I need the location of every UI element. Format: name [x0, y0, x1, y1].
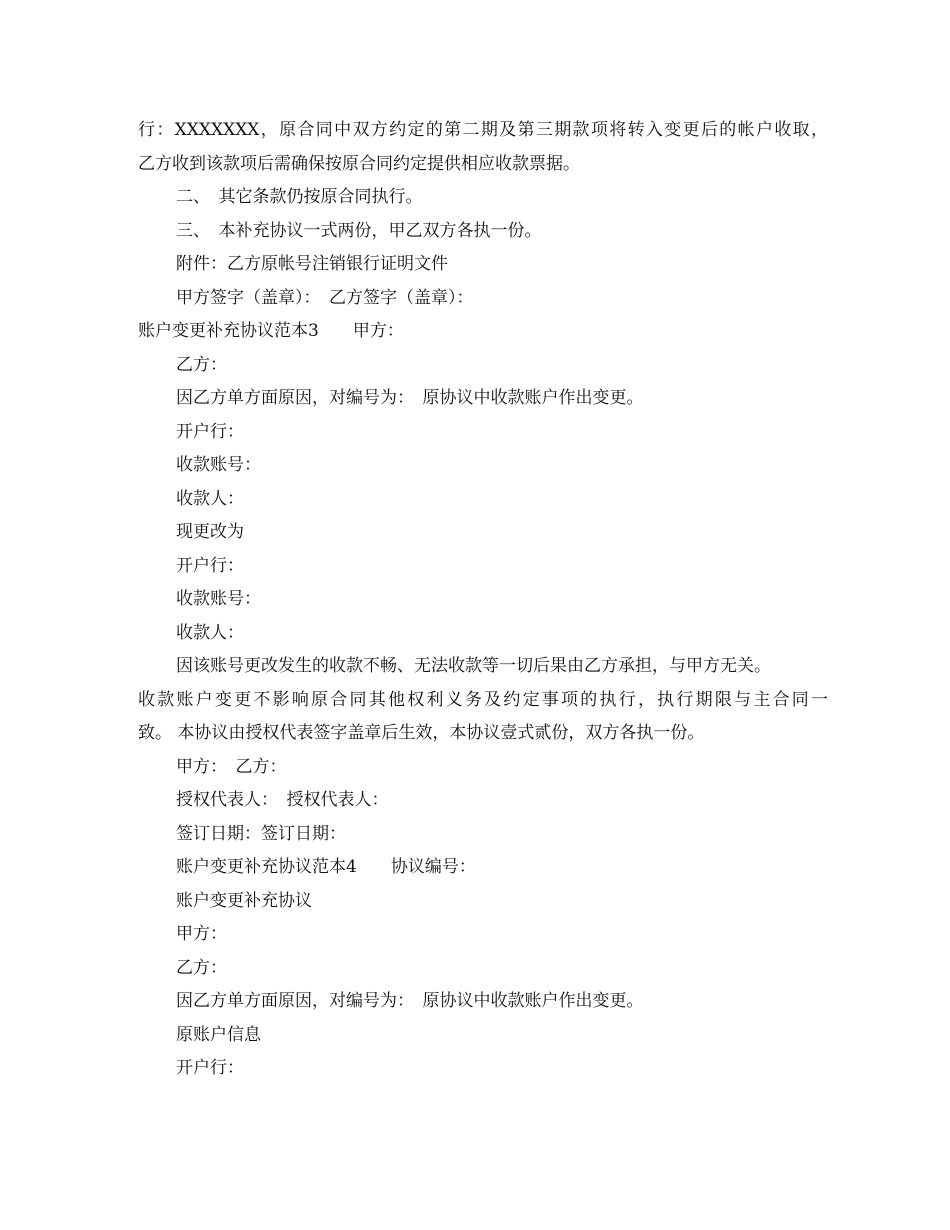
text-line: 因该账号更改发生的收款不畅、无法收款等一切后果由乙方承担，与甲方无关。 — [176, 656, 771, 676]
text-line: 签订日期：签订日期： — [176, 823, 346, 844]
text-line: 收款人： — [176, 488, 244, 509]
text-line: 甲方： — [176, 924, 227, 944]
text-line: 开户行： — [176, 1058, 244, 1078]
text-line: 附件：乙方原帐号注销银行证明文件 — [176, 254, 448, 274]
text-line: 因乙方单方面原因，对编号为： 原协议中收款账户作出变更。 — [176, 991, 644, 1011]
text-line: 开户行： — [176, 421, 244, 442]
text-line: 甲方签字（盖章）： 乙方签字（盖章）： — [176, 287, 474, 308]
text-line: 二、 其它条款仍按原合同执行。 — [176, 187, 423, 207]
text-line: 行：XXXXXXX，原合同中双方约定的第二期及第三期款项将转入变更后的帐户收取， — [138, 120, 828, 140]
document-body — [138, 114, 828, 1086]
text-line: 因乙方单方面原因，对编号为： 原协议中收款账户作出变更。 — [176, 388, 644, 408]
text-line: 账户变更补充协议范本4 协议编号： — [176, 857, 476, 877]
text-line: 原账户信息 — [176, 1024, 261, 1045]
text-line: 乙方： — [176, 354, 227, 375]
text-line: 账户变更补充协议 — [176, 890, 312, 911]
text-line: 收款账户变更不影响原合同其他权利义务及约定事项的执行，执行期限与主合同一 — [138, 689, 828, 710]
text-line: 收款账号： — [176, 455, 261, 475]
text-line: 三、 本补充协议一式两份，甲乙双方各执一份。 — [176, 220, 542, 241]
text-line: 收款人： — [176, 622, 244, 643]
text-line: 致。 本协议由授权代表签字盖章后生效，本协议壹式贰份，双方各执一份。 — [138, 723, 705, 743]
text-line: 乙方收到该款项后需确保按原合同约定提供相应收款票据。 — [138, 153, 580, 174]
text-line: 甲方： 乙方： — [176, 756, 287, 777]
text-line: 开户行： — [176, 555, 244, 576]
text-line: 现更改为 — [176, 522, 244, 542]
text-line: 乙方： — [176, 957, 227, 978]
text-line: 授权代表人： 授权代表人： — [176, 790, 389, 810]
text-line: 账户变更补充协议范本3 甲方： — [138, 321, 404, 341]
text-line: 收款账号： — [176, 589, 261, 609]
